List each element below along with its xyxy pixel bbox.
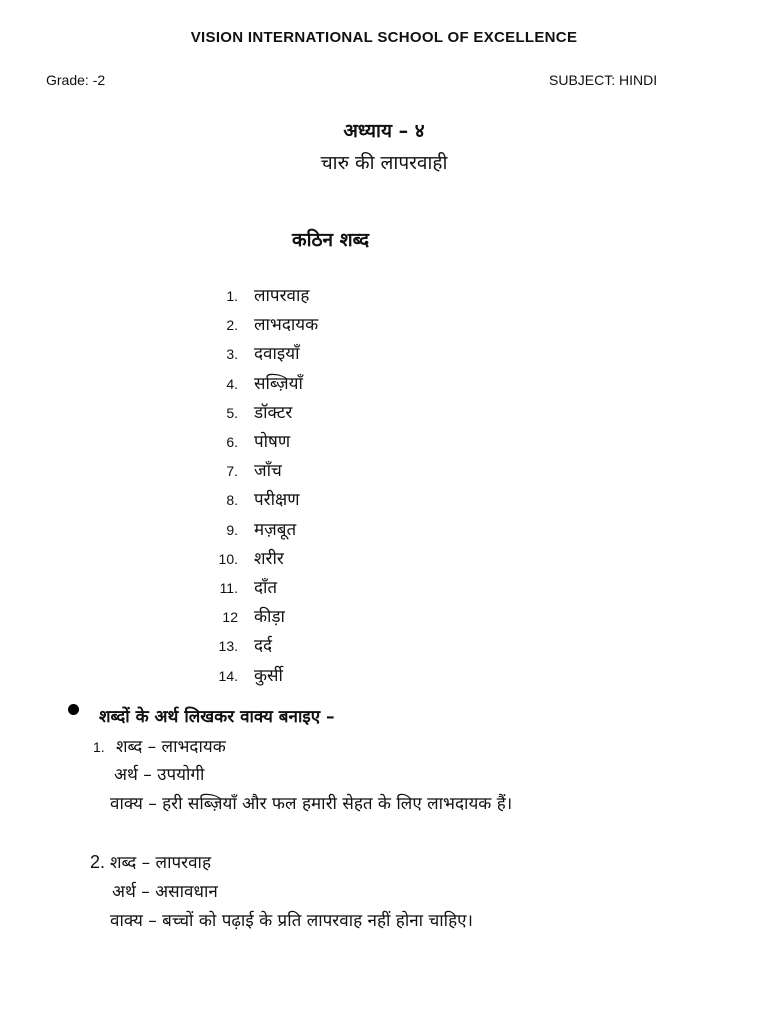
entry-word-line: शब्द – लाभदायक	[116, 737, 226, 757]
chapter-title: अध्याय – ४	[343, 120, 425, 142]
list-item-number: 11.	[219, 580, 238, 596]
list-item-word: लाभदायक	[254, 315, 319, 335]
list-item-word: कीड़ा	[254, 607, 285, 627]
entry-sentence-line: वाक्य – हरी सब्ज़ियाँ और फल हमारी सेहत के लिए लाभदायक हैं।	[110, 794, 513, 814]
list-item-word: जाँच	[254, 461, 282, 481]
grade-label: Grade: -2	[46, 72, 106, 88]
list-item-number: 4.	[226, 376, 238, 392]
school-name: VISION INTERNATIONAL SCHOOL OF EXCELLENCE	[190, 29, 578, 46]
list-item-word: दाँत	[254, 578, 278, 598]
list-item-word: लापरवाह	[254, 286, 310, 306]
list-item-number: 8.	[226, 492, 238, 508]
list-item-number: 7.	[226, 463, 238, 479]
list-item-number: 9.	[226, 522, 238, 538]
entry-word-line: शब्द – लापरवाह	[110, 853, 211, 873]
list-item-word: दर्द	[254, 636, 273, 656]
list-item-word: डॉक्टर	[254, 403, 293, 423]
list-item-number: 1.	[226, 288, 238, 304]
entry-sentence-line: वाक्य – बच्चों को पढ़ाई के प्रति लापरवाह नहीं होना चाहिए।	[110, 911, 473, 931]
entry-number: 2.	[90, 852, 106, 872]
list-item-number: 2.	[226, 317, 238, 333]
list-item-word: परीक्षण	[254, 490, 300, 510]
list-item-word: कुर्सी	[254, 666, 283, 686]
list-item-number: 6.	[226, 434, 238, 450]
hard-words-heading: कठिन शब्द	[292, 229, 370, 251]
bullet-icon	[68, 704, 79, 715]
entry-meaning-line: अर्थ – उपयोगी	[114, 765, 205, 785]
list-item-number: 14.	[218, 668, 238, 684]
list-item-word: सब्ज़ियाँ	[254, 374, 303, 394]
list-item-word: दवाइयाँ	[254, 344, 300, 364]
list-item-number: 3.	[226, 346, 238, 362]
list-item-number: 13.	[218, 638, 238, 654]
lesson-title: चारु की लापरवाही	[320, 152, 448, 174]
list-item-word: पोषण	[254, 432, 291, 452]
entry-meaning-line: अर्थ – असावधान	[112, 882, 218, 902]
list-item-number: 12	[222, 609, 238, 625]
exercise-instruction: शब्दों के अर्थ लिखकर वाक्य बनाइए –	[99, 707, 335, 727]
list-item-number: 10.	[218, 551, 238, 567]
list-item-word: शरीर	[254, 549, 284, 569]
list-item-word: मज़बूत	[254, 520, 297, 540]
subject-label: SUBJECT: HINDI	[549, 72, 658, 88]
list-item-number: 5.	[226, 405, 238, 421]
entry-number: 1.	[93, 739, 105, 755]
